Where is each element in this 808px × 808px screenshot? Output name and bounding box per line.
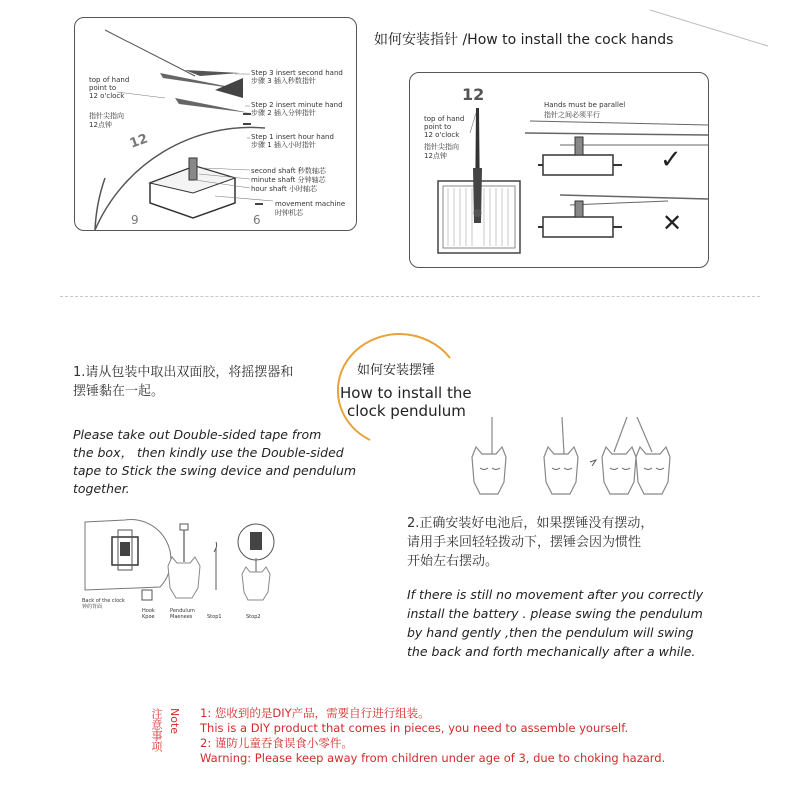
step1-cn: 步骤 1 插入小时指针 [251,141,316,149]
check-icon: ✓ [660,145,682,175]
hands-parallel-en: Hands must be parallel [544,101,626,109]
movement-label-cn: 时钟机芯 [275,209,303,217]
top-of-hand-line1: top of hand [89,76,130,84]
hands-section-title: 如何安装指针 /How to install the cock hands [374,32,674,48]
right-pointer-cn-1: 指针尖指向 [424,143,459,151]
hands-parallel-cn: 指针之间必须平行 [544,111,600,119]
step2-en: Step 2 insert minute hand [251,101,343,109]
step1-en: Step 1 insert hour hand [251,133,334,141]
right-dial-12-label: 12 [462,85,485,104]
dial-12-label: 12 [127,131,150,152]
stop1-label: Stop1 [207,614,222,620]
cross-icon: ✕ [662,209,683,237]
top-of-hand-line2: point to [89,84,117,92]
pendulum-title-en-1: How to install the [340,384,472,402]
note-text: 1: 您收到的是DIY产品，需要自行进行组装。 This is a DIY product that comes in pieces, you need to assemble yourself. 2: 谨防儿童吞食误食小零件。 Warning: Please keep away from children under age of 3, due to choking hazard. [200,706,666,765]
dial-6-label: 6 [253,213,261,227]
step2-cn-text: 2.正确安装好电池后，如果摆锤没有摆动， 请用手来回轻轻拨动下，摆锤会因为惯性 开始左右摆动。 [407,516,654,569]
movement-label-en: movement machine [275,200,346,208]
pointer-cn-line2: 12点钟 [89,121,112,129]
step3-en: Step 3 insert second hand [251,69,343,77]
note-vertical-cn: 注意事项 [150,708,163,752]
stop2-label: Stop2 [246,614,261,620]
hands-left-illustration [75,18,356,230]
hands-diagram-left [74,17,357,231]
step1-en-text: Please take out Double-sided tape from the box， then kindly use the Double-sided tape to Stick the swing device and pendulum together. [73,427,357,496]
assembly-illustration [80,512,280,602]
hands-diagram-right [409,72,709,268]
pendulum-title-en-2: clock pendulum [347,402,466,420]
title-decor-line [650,8,770,48]
dial-9-label: 9 [131,213,139,227]
note-vertical-en: Note [168,708,181,735]
step3-cn: 步骤 3 插入秒数指针 [251,77,316,85]
step1-cn-text: 1.请从包装中取出双面胶，将摇摆器和 摆锤黏在一起。 [73,365,294,399]
right-pointer-cn-2: 12点钟 [424,152,447,160]
right-top-of-hand-2: point to [424,123,452,131]
pendulum-small-label: Pendulum Maenees [170,608,195,620]
right-top-of-hand-1: top of hand [424,115,465,123]
top-of-hand-line3: 12 o'clock [89,92,125,100]
right-top-of-hand-3: 12 o'clock [424,131,460,139]
hook-label: Hook Kpoe [142,608,155,620]
pointer-cn-line1: 指针尖指向 [89,112,124,120]
step2-cn: 步骤 2 插入分钟指针 [251,109,316,117]
pendulum-title-cn: 如何安装摆锤 [357,363,436,378]
second-shaft-label: second shaft 秒数轴芯 [251,167,326,175]
back-of-clock-label: Back of the clock 钟的背面 [82,598,125,610]
step2-en-text: If there is still no movement after you correctly install the battery . please swing the pendulum by hand gently ,then the pendulum will swing the back and forth mechanically after a while. [407,587,704,659]
hour-shaft-label: hour shaft 小时轴芯 [251,185,317,193]
section-divider [60,296,760,297]
cat-pendulums-illustration [462,412,702,512]
minute-shaft-label: minute shaft 分钟轴芯 [251,176,326,184]
